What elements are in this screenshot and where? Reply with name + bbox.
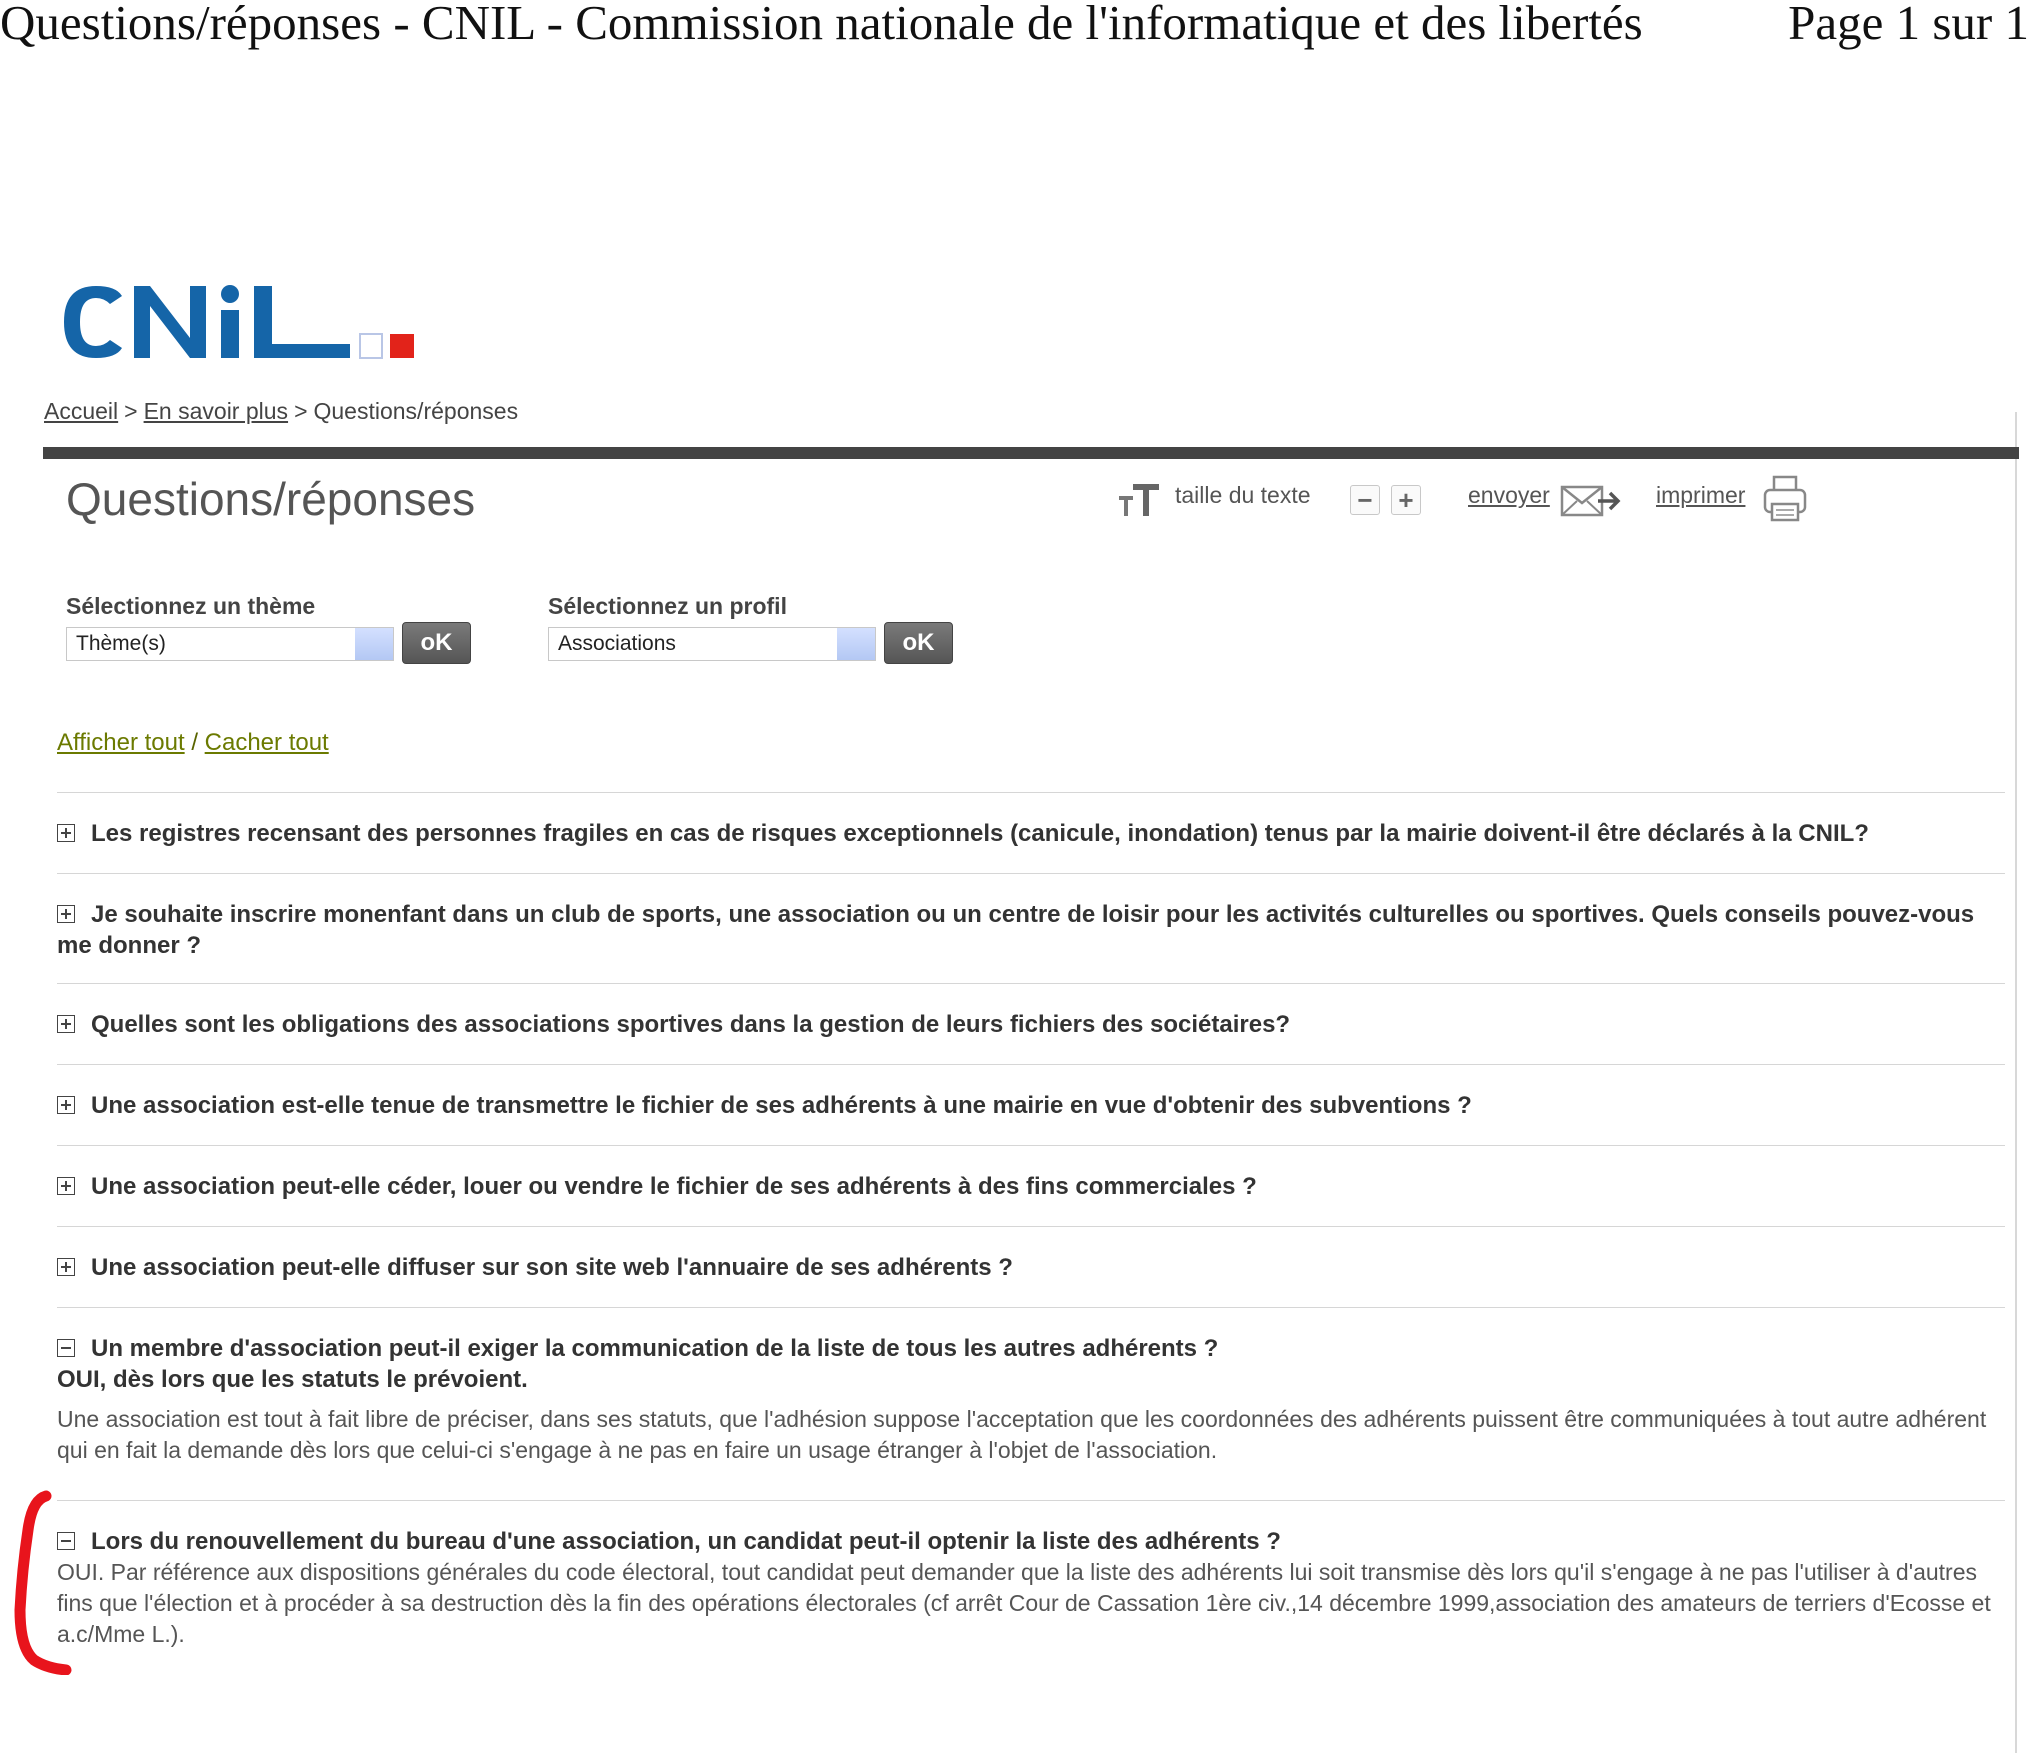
faq-question[interactable] [57, 1252, 2005, 1283]
expand-icon[interactable] [57, 1177, 75, 1195]
send-link[interactable]: envoyer [1468, 482, 1550, 508]
faq-answer: OUI. Par référence aux dispositions générales du code électoral, tout candidat peut demander que la liste des adhérents lui soit transmise dès lors qu'il s'engage à ne pas l'utiliser à d'autres fins que l'élection et à procéder à sa destruction dès la fin des opérations électorales (cf arrêt Cour de Cassation 1ère civ.,14 décembre 1999,association des amateurs de terriers d'Ecosse et a.c/Mme L.). [57, 1559, 1991, 1647]
text-size-icon [1117, 480, 1161, 518]
faq-item [57, 792, 2005, 873]
breadcrumb-separator: > [294, 398, 308, 424]
decrease-text-size-button[interactable]: − [1350, 485, 1380, 515]
profile-ok-button[interactable]: oK [884, 622, 953, 664]
faq-item [57, 1226, 2005, 1307]
print-link[interactable]: imprimer [1656, 482, 1746, 508]
theme-select-label: Sélectionnez un thème [66, 593, 316, 619]
cnil-logo-graphic [60, 282, 420, 362]
faq-question-text: Une association peut-elle céder, louer ou vendre le fichier de ses adhérents à des fins commerciales ? [91, 1173, 1257, 1200]
faq-question[interactable] [57, 1009, 2005, 1040]
print-header-title: Questions/réponses - CNIL - Commission nationale de l'informatique et des libertés [0, 0, 1643, 50]
increase-text-size-button[interactable]: + [1391, 485, 1421, 515]
faq-question-text: Les registres recensant des personnes fragiles en cas de risques exceptionnels (canicule, inondation) tenus par la mairie doivent-il être déclarés à la CNIL? [91, 820, 1869, 847]
breadcrumb [44, 398, 518, 425]
header-divider-bar [43, 447, 2019, 459]
breadcrumb-link-accueil[interactable]: Accueil [44, 398, 119, 424]
expand-icon[interactable] [57, 1096, 75, 1114]
theme-ok-button[interactable]: oK [402, 622, 471, 664]
breadcrumb-link-en-savoir-plus[interactable]: En savoir plus [143, 398, 289, 424]
printer-icon[interactable] [1762, 474, 1808, 524]
content-right-border [2015, 412, 2017, 1753]
faq-question-text: Une association peut-elle diffuser sur son site web l'annuaire de ses adhérents ? [91, 1254, 1013, 1281]
faq-question-text: Un membre d'association peut-il exiger la communication de la liste de tous les autres adhérents ? [91, 1335, 1219, 1362]
toggle-separator: / [191, 729, 198, 756]
profile-select-label: Sélectionnez un profil [548, 593, 787, 619]
faq-answer: Une association est tout à fait libre de préciser, dans ses statuts, que l'adhésion suppose l'acceptation que les coordonnées des adhérents puissent être communiquées à tout autre adhérent qui en fait la demande dès lors que celui-ci s'engage à ne pas en faire un usage étranger à l'objet de l'association. [57, 1406, 1987, 1463]
breadcrumb-separator: > [124, 398, 138, 424]
faq-question[interactable] [57, 818, 2005, 849]
hide-all-link[interactable]: Cacher tout [204, 729, 329, 756]
expand-icon[interactable] [57, 1015, 75, 1033]
faq-item [57, 873, 2005, 983]
faq-question[interactable] [57, 1333, 2005, 1364]
faq-question-text: Quelles sont les obligations des associations sportives dans la gestion de leurs fichiers des sociétaires? [91, 1011, 1291, 1038]
faq-item [57, 1500, 2005, 1670]
faq-item [57, 1307, 2005, 1500]
collapse-icon[interactable] [57, 1339, 75, 1357]
expand-collapse-links [57, 729, 329, 757]
send-mail-icon[interactable] [1560, 481, 1624, 521]
faq-question-text: Lors du renouvellement du bureau d'une association, un candidat peut-il optenir la liste des adhérents ? [91, 1528, 1281, 1555]
print-page-indicator: Page 1 sur 1 [1788, 0, 2029, 50]
faq-question[interactable] [57, 1171, 2005, 1202]
show-all-link[interactable]: Afficher tout [57, 729, 185, 756]
faq-question-text: Je souhaite inscrire monenfant dans un club de sports, une association ou un centre de loisir pour les activités culturelles ou sportives. Quels conseils pouvez-vous me donner ? [57, 901, 1975, 959]
faq-question-text: Une association est-elle tenue de transmettre le fichier de ses adhérents à une mairie en vue d'obtenir des subventions ? [91, 1092, 1472, 1119]
dropdown-arrow-icon[interactable] [355, 628, 393, 660]
faq-item [57, 1145, 2005, 1226]
faq-item [57, 1064, 2005, 1145]
profile-select-value: Associations [558, 632, 676, 655]
breadcrumb-current: Questions/réponses [313, 398, 519, 424]
red-annotation-bracket [10, 1490, 80, 1675]
cnil-logo[interactable] [60, 282, 420, 362]
faq-item [57, 983, 2005, 1064]
faq-list [57, 792, 2005, 1670]
profile-select[interactable] [548, 627, 876, 661]
expand-icon[interactable] [57, 905, 75, 923]
faq-question[interactable] [57, 1090, 2005, 1121]
expand-icon[interactable] [57, 1258, 75, 1276]
theme-select[interactable] [66, 627, 394, 661]
page-title: Questions/réponses [66, 473, 476, 525]
dropdown-arrow-icon[interactable] [837, 628, 875, 660]
text-size-label: taille du texte [1175, 482, 1311, 508]
expand-icon[interactable] [57, 824, 75, 842]
faq-question[interactable] [57, 1526, 2005, 1557]
faq-question[interactable] [57, 899, 2005, 961]
theme-select-value: Thème(s) [76, 632, 166, 655]
faq-answer-heading: OUI, dès lors que les statuts le prévoient. [57, 1366, 528, 1393]
